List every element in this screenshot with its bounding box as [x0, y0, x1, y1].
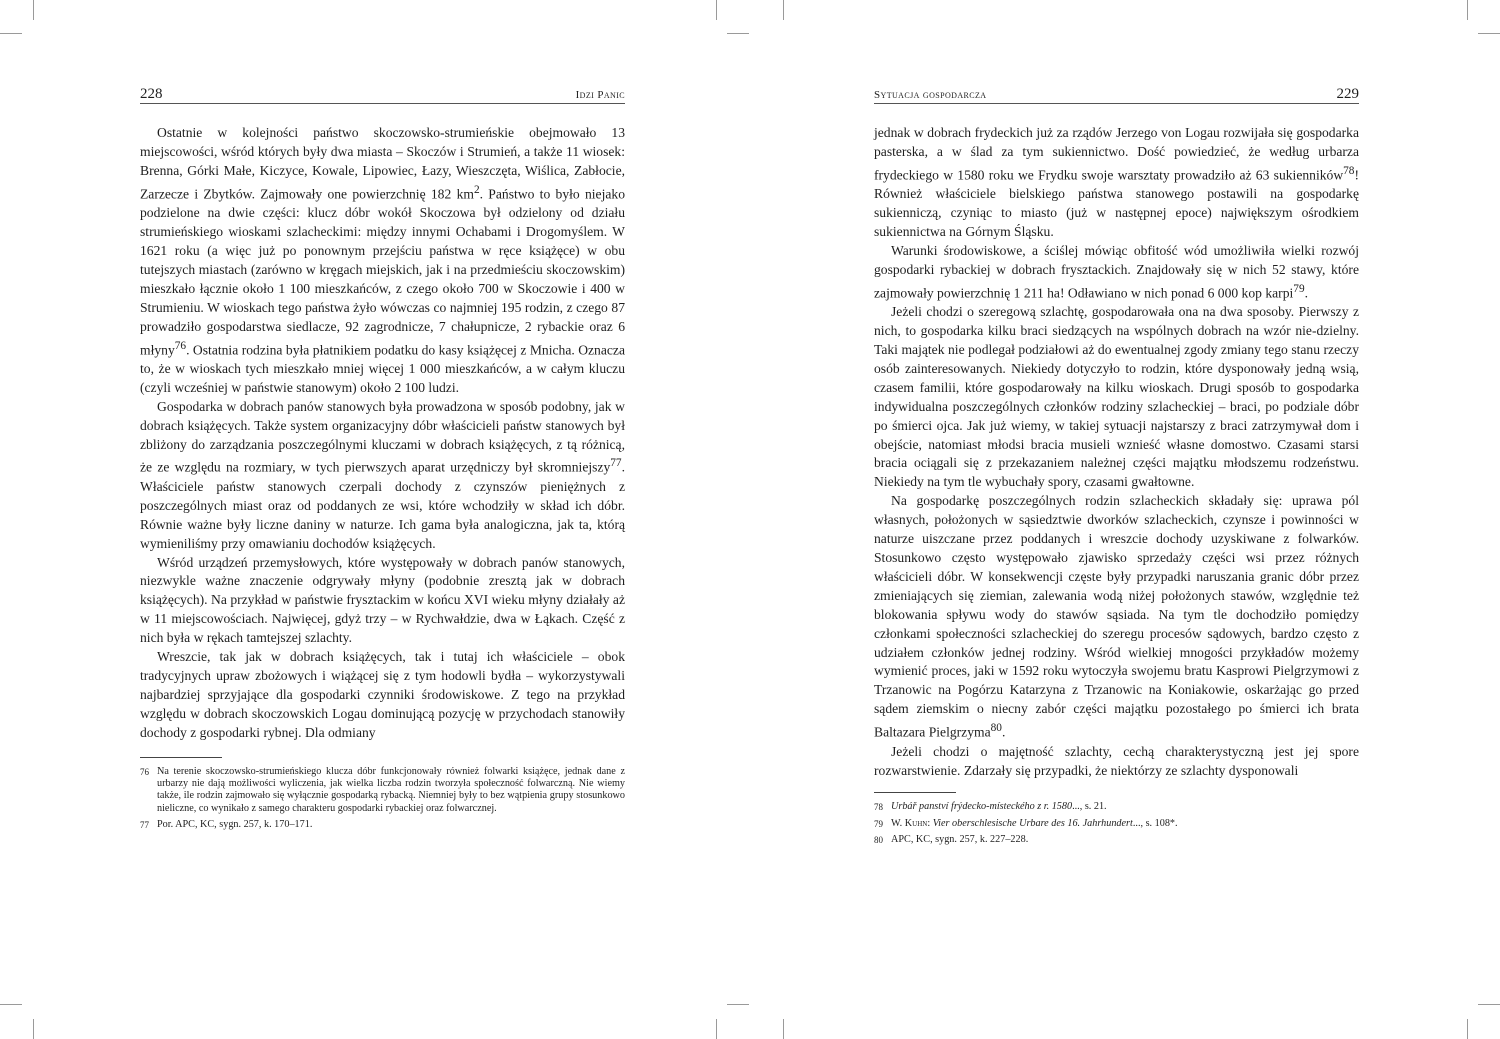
paragraph: Wreszcie, tak jak w dobrach książęcych, tak i tutaj ich właściciele – obok tradycyjnych upraw zbożowych i wiążącej się z tym hodowli bydła – wykorzystywali najbardziej sprzyjające dla gospodarki czynniki środowiskowe. Z tego na przykład względu w dobrach skoczowskich Logau dominującą pozycję w przychodach stanowiły dochody z gospodarki rybnej. Dla odmiany [140, 649, 625, 740]
footnote-text: W. Kuhn: Vier oberschlesische Urbare des 16. Jahrhundert..., s. 108*. [891, 817, 1178, 829]
footnote-number: 78 [874, 802, 883, 813]
paragraph: Na gospodarkę poszczególnych rodzin szlacheckich składały się: uprawa pól własnych, położonych w sąsiedztwie dworków szlacheckich, czynsze i powinności w naturze uiszczane przez poddanych i wreszcie dochody uzyskiwane z folwarków. Stosunkowo często występowało zjawisko sprzedaży części wsi przez różnych właścicieli dóbr. W konsekwencji częste były przypadki naruszania granic dóbr przez zmieniających się ziemian, zalewania wodą niżej położonych stawów, względnie też blokowania spływu wody do stawów sąsiada. Na tym tle dochodziło pomiędzy członkami społeczności szlacheckiej do szeregu procesów sądowych, bardzo często z udziałem członków jednej rodziny. Wśród wielkiej mnogości przykładów możemy wymienić proces, jaki w 1592 roku wytoczyła swojemu bratu Kasprowi Pielgrzymowi z Trzanowic na Pogórzu Katarzyna z Trzanowic na Koniakowie, oskarżając go przed sądem ziemskim o niecny zabór części majątku pozostałego po śmierci ich brata Baltazara Pielgrzyma$^{80}$. [874, 493, 1359, 740]
footnote-number: 76 [140, 766, 149, 777]
crop-mark [1467, 1019, 1468, 1039]
paragraph: Warunki środowiskowe, a ściślej mówiąc obfitość wód umożliwiła wielki rozwój gospodarki rybackiej w dobrach frysztackich. Znajdowały się w nich 52 stawy, które zajmowały powierzchnię 1 211 ha! Odławiano w nich ponad 6 000 kop karpi$^{79}$. [874, 242, 1359, 301]
footnotes [874, 801, 1359, 846]
paragraph: Jeżeli chodzi o szeregową szlachtę, gospodarowała ona na dwa sposoby. Pierwszy z nich, to gospodarka kilku braci siedzących na wspólnych dobrach na wzór nie-dzielny. Taki majątek nie podlegał podziałowi aż do ewentualnej zgody zmiany tego stanu rzeczy osób zainteresowanych. Niekiedy dotyczyło to rodzin, które dysponowały jedną wsią, czasem familii, które gospodarowały na kilku wioskach. Drugi sposób to gospodarka indywidualna poszczególnych członków rodziny szlacheckiej – braci, po podziale dóbr po śmierci ojca. Jak już wiemy, w takiej sytuacji najstarszy z braci zatrzymywał dom i obejście, natomiast młodsi bracia musieli wznieść własne domostwo. Czasami starsi bracia ociągali się z przekazaniem należnej części majątku młodszemu rodzeństwu. Niekiedy na tym tle wybuchały spory, czasami gwałtowne. [874, 304, 1359, 490]
crop-mark [0, 1004, 22, 1005]
footnote-text: Na terenie skoczowsko-strumieńskiego klucza dóbr funkcjonowały również folwarki książęce, jednak dane z urbarzy nie dają możliwości wyliczenia, jak wielka liczba rodzin tworzyła społeczność folwarczną. Nie wiemy także, ile rodzin zajmowało się wyłącznie gospodarką rybacką. Niemniej były to bez wątpienia grupy stosunkowo nieliczne, co wynikało z samego charakteru gospodarki rybackiej oraz folwarcznej. [157, 765, 625, 814]
footnote-number: 80 [874, 835, 883, 846]
page-number: 228 [140, 86, 163, 102]
crop-mark [33, 1019, 34, 1039]
crop-mark [716, 0, 717, 20]
paragraph: Jeżeli chodzi o majętność szlachty, cechą charakterystyczną jest jej spore rozwarstwienie. Zdarzały się przypadki, że niektórzy ze szlachty dysponowali [874, 743, 1359, 778]
body-text [140, 124, 625, 743]
footnote-ref[interactable]: 80 [990, 722, 1002, 735]
footnote-ref[interactable]: 76 [174, 339, 187, 352]
paragraph: Ostatnie w kolejności państwo skoczowsko-strumieńskie obejmowało 13 miejscowości, wśród których były dwa miasta – Skoczów i Strumień, a także 11 wiosek: Brenna, Górki Małe, Kiczyce, Kowale, Lipowiec, Łazy, Wieszczęta, Wiślica, Zabłocie, Zarzecze i Zbytków. Zajmowały one powierzchnię 182 $km^2$. Państwo to było niejako podzielone na dwie części: klucz dóbr wokół Skoczowa był odzielony od działu strumieńskiego wioskami szlacheckimi: między innymi Ochabami i Drogomyślem. W 1621 roku (a więc już po ponownym przejściu państwa w ręce książęce) w obu tutejszych miastach (zarówno w kręgach miejskich, jak i na przedmieściu skoczowskim) mieszkało łącznie około 1 100 mieszkańców, z czego około 700 w Skoczowie i 400 w Strumieniu. W wioskach tego państwa żyło wówczas co najmniej 195 rodzin, z czego 87 prowadziło gospodarstwa siedlacze, 92 zagrodnicze, 7 chałupnicze, 2 rybackie oraz 6 młyny$^{76}$. Ostatnia rodzina była płatnikiem podatku do kasy książęcej z Mnicha. Oznacza to, że w wioskach tych mieszkało mniej więcej 1 000 mieszkańców, a w całym kluczu (czyli wcześniej w państwie stanowym) około 2 100 ludzi. [140, 125, 625, 395]
footnote [874, 801, 1359, 813]
footnote [140, 819, 625, 831]
footnote [140, 766, 625, 816]
running-header [874, 86, 1359, 104]
right-page [874, 86, 1359, 851]
paragraph: Gospodarka w dobrach panów stanowych była prowadzona w sposób podobny, jak w dobrach książęcych. Także system organizacyjny dóbr właścicieli państw stanowych był zbliżony do zarządzania poszczególnymi kluczami w dobrach książęcych, z tą różnicą, że ze względu na rozmiary, w tych pierwszych aparat urzędniczy był skromniejszy$^{77}$. Właściciele państw stanowych czerpali dochody z czynszów pieniężnych z poszczególnych miast oraz od poddanych ze wsi, które wchodziły w skład ich dóbr. Równie ważne były liczne daniny w naturze. Ich gama była analogiczna, jak ta, którą wymieniliśmy przy omawianiu dochodów książęcych. [140, 398, 625, 551]
footnote-separator [874, 792, 956, 793]
footnote-text: APC, KC, sygn. 257, k. 227–228. [891, 834, 1029, 846]
footnote-ref[interactable]: 79 [1293, 282, 1305, 295]
body-text [874, 124, 1359, 780]
crop-mark [716, 1019, 717, 1039]
left-page [140, 86, 625, 836]
crop-mark [783, 1019, 784, 1039]
crop-mark [0, 33, 22, 34]
footnote-ref[interactable]: 2 [473, 183, 480, 196]
crop-mark [33, 0, 34, 20]
footnote-text: Urbář panství frýdecko-místeckého z r. 1580..., s. 21. [891, 801, 1107, 813]
crop-mark [727, 33, 749, 34]
footnote-number: 77 [140, 820, 149, 831]
crop-mark [1467, 0, 1468, 20]
paragraph: Wśród urządzeń przemysłowych, które występowały w dobrach panów stanowych, niezwykle ważne znaczenie odgrywały młyny (podobnie zresztą jak w dobrach książęcych). Na przykład w państwie frysztackim w końcu XVI wieku młyny działały aż w 11 miejscowościach. Najwięcej, gdyż trzy – w Rychwałdzie, dwa w Łąkach. Część z nich była w rękach tamtejszej szlachty. [140, 554, 625, 646]
footnote [874, 834, 1359, 846]
footnotes [140, 766, 625, 832]
page-number: 229 [1336, 86, 1359, 102]
footnote-text: Por. APC, KC, sygn. 257, k. 170–171. [157, 819, 313, 831]
crop-mark [1478, 33, 1500, 34]
footnote-ref[interactable]: 78 [1343, 164, 1355, 177]
paragraph: jednak w dobrach frydeckich już za rządów Jerzego von Logau rozwijała się gospodarka pasterska, a w ślad za tym sukiennictwo. Dość powiedzieć, że według urbarza frydeckiego w 1580 roku we Frydku swoje warsztaty prowadziło aż 63 sukienników$^{78}$! Również właściciele bielskiego państwa stanowego postawili na gospodarkę sukienniczą, czyniąc to miasto (już w następnej epoce) największym ośrodkiem sukiennictwa na Górnym Śląsku. [874, 125, 1359, 240]
crop-mark [727, 1004, 749, 1005]
running-header [140, 86, 625, 104]
running-head-author: Idzi Panic [575, 89, 625, 101]
footnote-ref[interactable]: 77 [610, 457, 622, 470]
running-head-chapter: Sytuacja gospodarcza [874, 89, 987, 101]
footnote-separator [140, 757, 222, 758]
footnote [874, 818, 1359, 830]
crop-mark [1478, 1004, 1500, 1005]
footnote-number: 79 [874, 818, 883, 829]
crop-mark [783, 0, 784, 20]
